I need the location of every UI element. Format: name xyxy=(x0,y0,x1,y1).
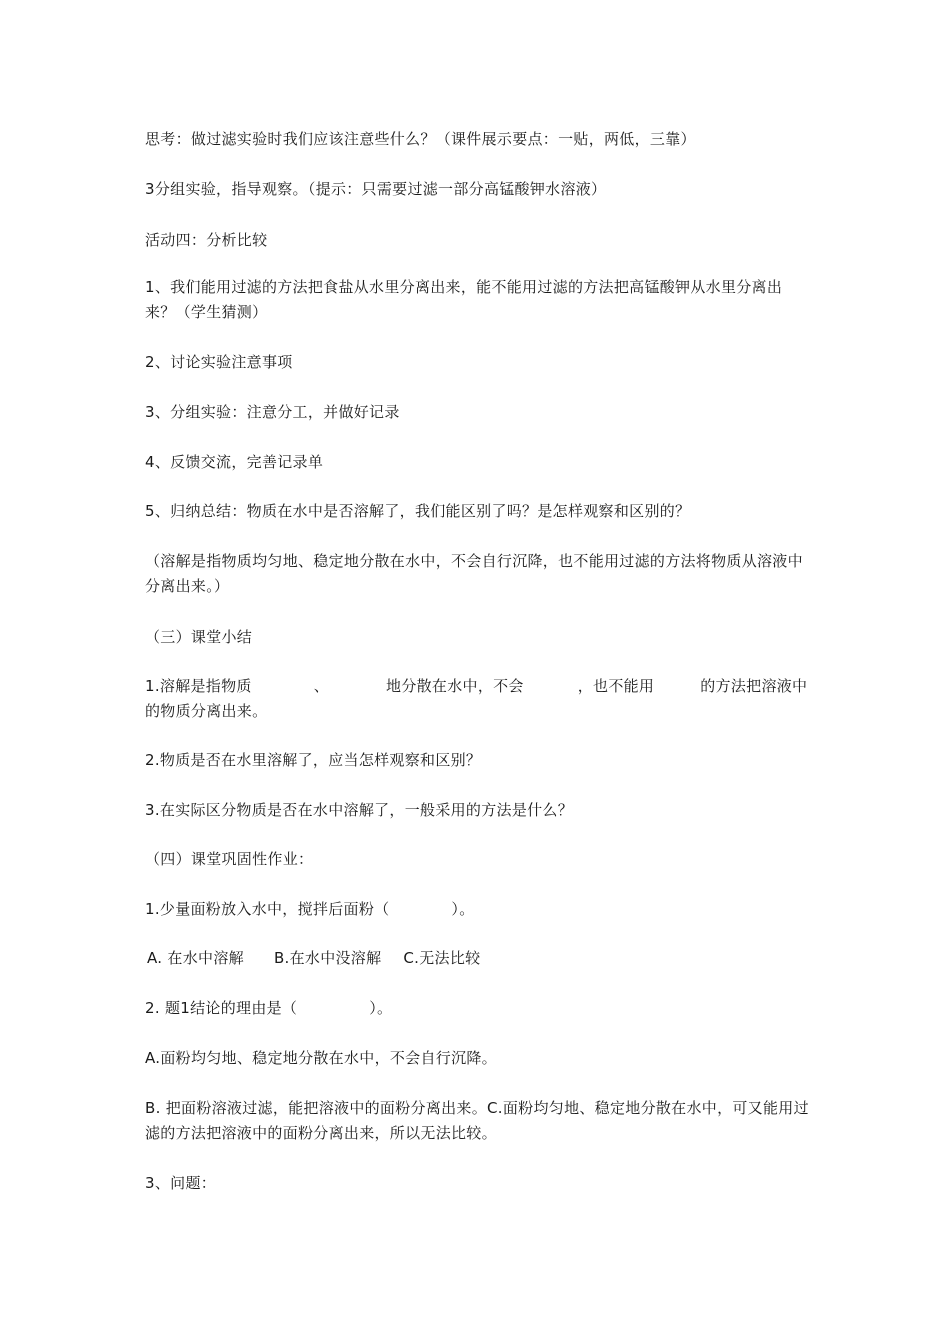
think-paragraph: 思考：做过滤实验时我们应该注意些什么？（课件展示要点：一贴，两低，三靠） xyxy=(145,130,696,148)
hw1-text-b: ）。 xyxy=(451,900,475,918)
option-b: B.在水中没溶解 xyxy=(273,949,382,967)
option-a: A. 在水中溶解 xyxy=(147,949,244,967)
step3-paragraph: 3分组实验，指导观察。（提示：只需要过滤一部分高锰酸钾水溶液） xyxy=(145,180,607,198)
question4-paragraph: 4、反馈交流，完善记录单 xyxy=(145,453,324,471)
summary-heading: （三）课堂小结 xyxy=(145,628,253,646)
homework-question3: 3、问题： xyxy=(145,1174,217,1192)
homework-question1 xyxy=(145,897,810,922)
hw1-text-a: 1.少量面粉放入水中，搅拌后面粉（ xyxy=(145,900,390,918)
summary-question3: 3.在实际区分物质是否在水中溶解了，一般采用的方法是什么？ xyxy=(145,801,574,819)
option-c: C.无法比较 xyxy=(403,949,481,967)
fill-text-d: ，也不能用 xyxy=(577,677,655,695)
homework-heading: （四）课堂巩固性作业： xyxy=(145,850,314,868)
fill-text-c: 地分散在水中，不会 xyxy=(386,677,524,695)
fill-text-a: 1.溶解是指物质 xyxy=(145,677,252,695)
fill-text-b: 、 xyxy=(313,677,330,695)
homework-question1-options xyxy=(147,946,812,971)
definition-paragraph: （溶解是指物质均匀地、稳定地分散在水中，不会自行沉降，也不能用过滤的方法将物质从溶液中分离出来。） xyxy=(145,552,803,595)
homework-question2-option-a: A.面粉均匀地、稳定地分散在水中，不会自行沉降。 xyxy=(145,1049,497,1067)
homework-question2 xyxy=(145,996,810,1021)
summary-question2: 2.物质是否在水里溶解了，应当怎样观察和区别？ xyxy=(145,751,482,769)
question5-paragraph: 5、归纳总结：物质在水中是否溶解了，我们能区别了吗？是怎样观察和区别的？ xyxy=(145,502,691,520)
activity4-heading: 活动四：分析比较 xyxy=(145,231,268,249)
hw2-text-a: 2. 题1结论的理由是（ xyxy=(145,999,298,1017)
question2-paragraph: 2、讨论实验注意事项 xyxy=(145,353,293,371)
fill-blank-paragraph xyxy=(145,674,810,724)
fill-text-e: 的方法把溶液中的物质分离出来。 xyxy=(145,677,808,720)
homework-question2-options-bc: B. 把面粉溶液过滤，能把溶液中的面粉分离出来。C.面粉均匀地、稳定地分散在水中，可又能用过滤的方法把溶液中的面粉分离出来，所以无法比较。 xyxy=(145,1099,809,1142)
question1-paragraph: 1、我们能用过滤的方法把食盐从水里分离出来，能不能用过滤的方法把高锰酸钾从水里分离出来？（学生猜测） xyxy=(145,278,783,321)
hw2-text-b: ）。 xyxy=(369,999,393,1017)
question3-paragraph: 3、分组实验：注意分工，并做好记录 xyxy=(145,403,400,421)
